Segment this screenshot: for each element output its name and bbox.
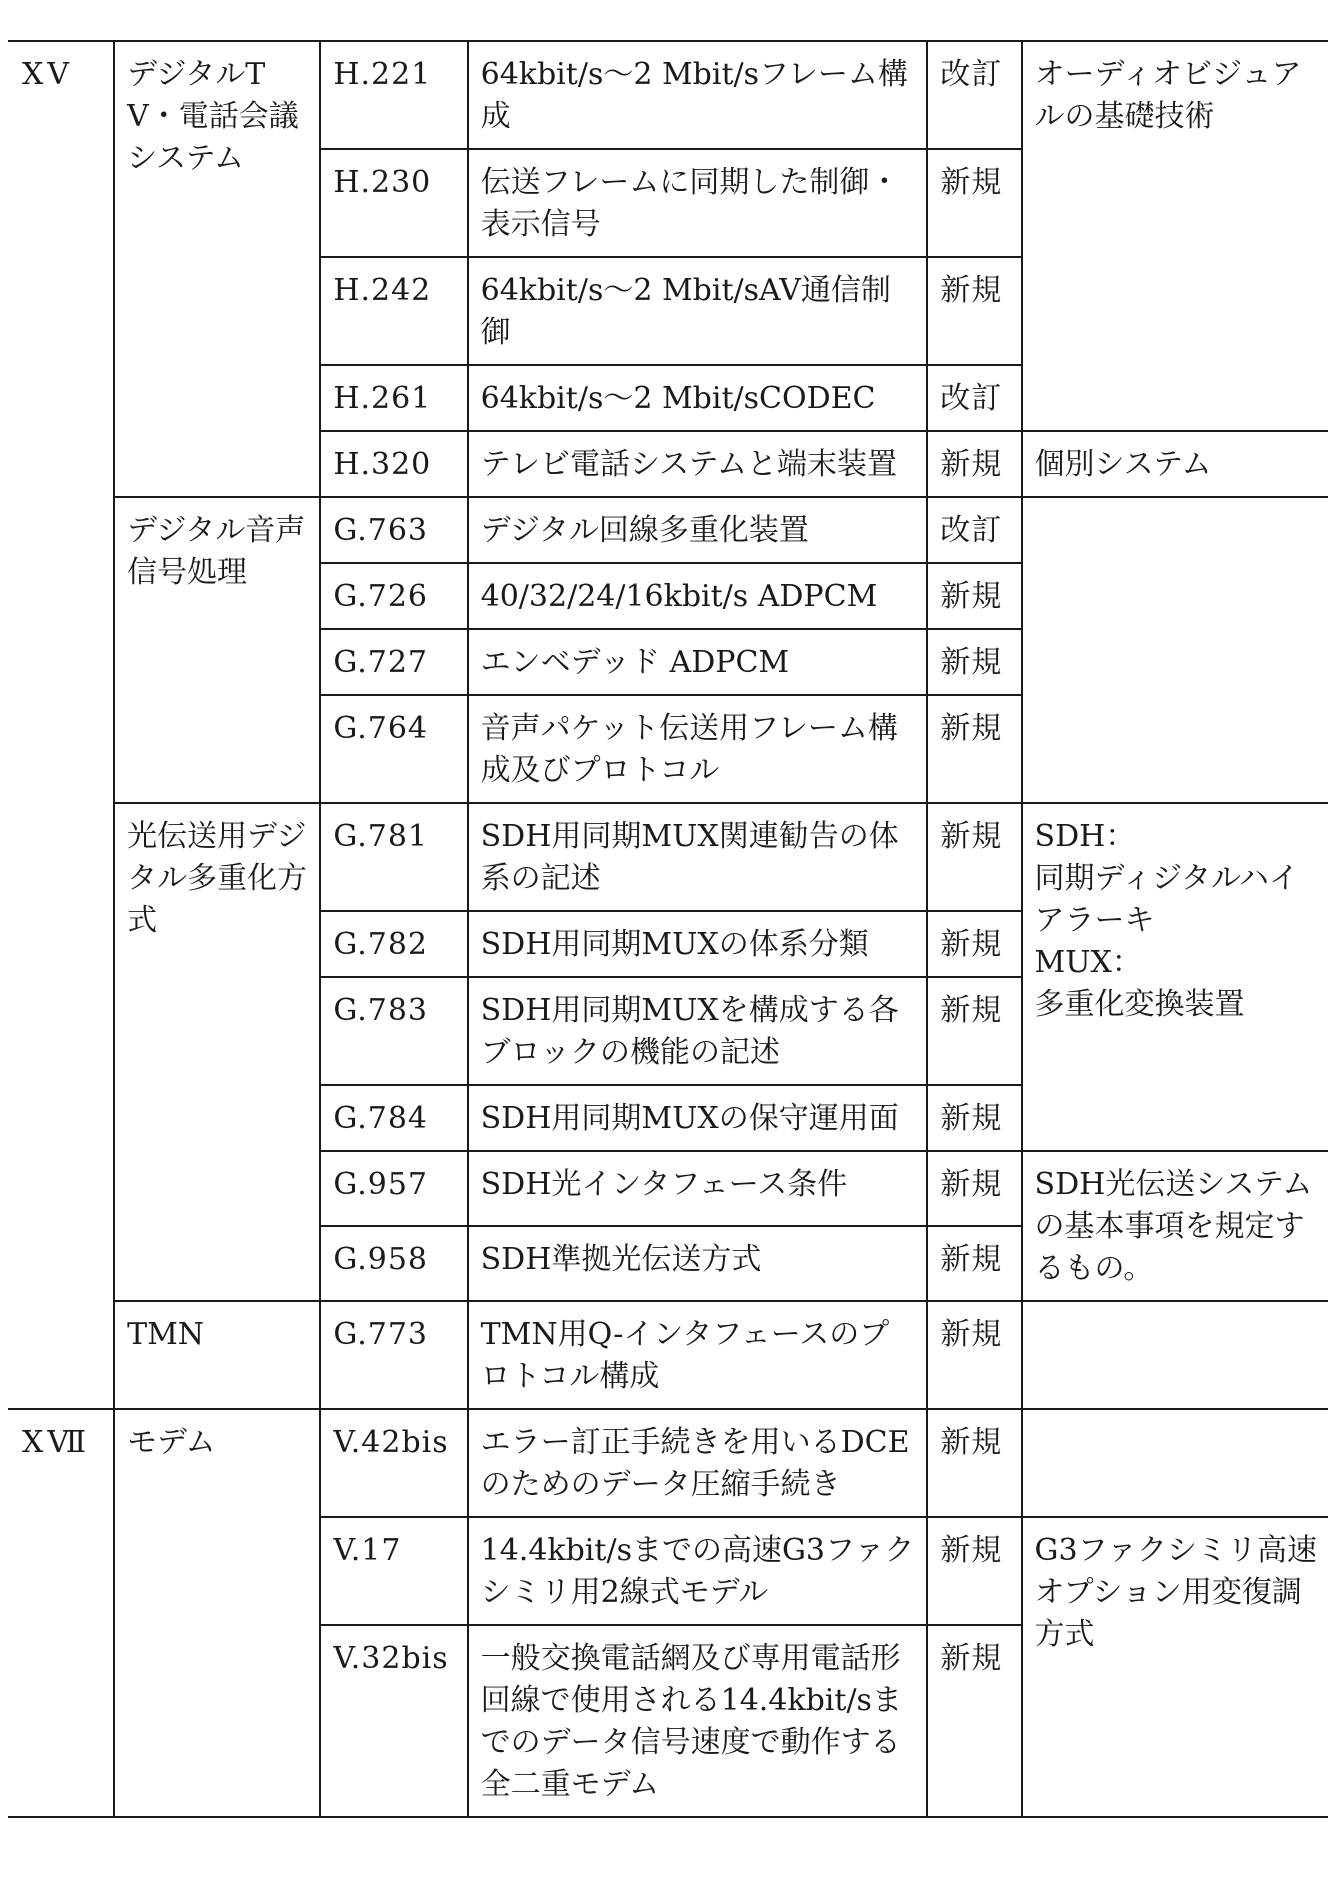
recommendation-code: H.230	[333, 165, 432, 200]
remark-cell	[1022, 497, 1328, 803]
remark-text: SDH光伝送システムの基本事項を規定するもの。	[1034, 1167, 1313, 1286]
code-cell	[320, 911, 467, 977]
status-label: 新規	[940, 993, 1003, 1028]
status-cell	[927, 149, 1021, 257]
status-cell	[927, 257, 1021, 365]
chapter-cell	[8, 41, 114, 1409]
status-label: 新規	[940, 165, 1003, 200]
table-row	[8, 41, 1328, 149]
category-label: デジタルTV・電話会議システム	[127, 57, 299, 176]
status-cell	[927, 563, 1021, 629]
code-cell	[320, 41, 467, 149]
status-label: 新規	[940, 1242, 1003, 1277]
code-cell	[320, 1409, 467, 1517]
status-label: 新規	[940, 447, 1003, 482]
title-cell	[468, 1409, 928, 1517]
status-label: 新規	[940, 1101, 1003, 1136]
code-cell	[320, 257, 467, 365]
recommendation-code: G.957	[333, 1167, 429, 1202]
category-cell	[114, 41, 320, 497]
status-label: 新規	[940, 819, 1003, 854]
title-cell	[468, 629, 928, 695]
code-cell	[320, 1151, 467, 1226]
recommendation-title: 音声パケット伝送用フレーム構成及びプロトコル	[480, 711, 898, 788]
recommendation-title: SDH用同期MUXを構成する各ブロックの機能の記述	[480, 993, 899, 1070]
recommendation-code: V.32bis	[333, 1641, 449, 1676]
remark-cell	[1022, 1409, 1328, 1517]
code-cell	[320, 803, 467, 911]
table-row	[8, 1301, 1328, 1409]
recommendation-title: デジタル回線多重化装置	[480, 513, 809, 548]
recommendation-code: G.958	[333, 1242, 429, 1277]
title-cell	[468, 1301, 928, 1409]
chapter-label: XⅦ	[22, 1425, 91, 1460]
status-cell	[927, 497, 1021, 563]
status-cell	[927, 911, 1021, 977]
recommendation-title: テレビ電話システムと端末装置	[480, 447, 898, 482]
category-label: 光伝送用デジタル多重化方式	[127, 819, 308, 938]
recommendation-code: G.784	[333, 1101, 429, 1136]
recommendation-code: H.320	[333, 447, 432, 482]
title-cell	[468, 695, 928, 803]
recommendation-code: G.763	[333, 513, 429, 548]
code-cell	[320, 497, 467, 563]
status-label: 新規	[940, 273, 1003, 308]
code-cell	[320, 563, 467, 629]
status-cell	[927, 1517, 1021, 1625]
recommendation-title: 64kbit/s～2 Mbit/sフレーム構成	[480, 57, 908, 134]
recommendation-table	[8, 40, 1328, 1818]
recommendation-code: G.783	[333, 993, 429, 1028]
recommendation-title: エラー訂正手続きを用いるDCEのためのデータ圧縮手続き	[480, 1425, 910, 1502]
code-cell	[320, 1085, 467, 1151]
category-label: モデム	[127, 1425, 216, 1460]
status-cell	[927, 1085, 1021, 1151]
category-cell	[114, 497, 320, 803]
recommendation-code: H.221	[333, 57, 432, 92]
status-cell	[927, 1151, 1021, 1226]
code-cell	[320, 365, 467, 431]
recommendation-code: G.782	[333, 927, 429, 962]
remark-cell	[1022, 41, 1328, 431]
remark-cell	[1022, 803, 1328, 1151]
remark-text: SDH： 同期ディジタルハイアラーキ MUX： 多重化変換装置	[1034, 819, 1299, 1022]
status-label: 新規	[940, 927, 1003, 962]
chapter-label: XⅤ	[22, 57, 74, 92]
title-cell	[468, 1625, 928, 1817]
code-cell	[320, 977, 467, 1085]
recommendation-code: V.42bis	[333, 1425, 449, 1460]
status-cell	[927, 365, 1021, 431]
recommendation-title: SDH光インタフェース条件	[480, 1167, 848, 1202]
table-row	[8, 803, 1328, 911]
title-cell	[468, 431, 928, 497]
recommendation-code: G.781	[333, 819, 429, 854]
title-cell	[468, 803, 928, 911]
recommendation-title: 一般交換電話網及び専用電話形回線で使用される14.4kbit/sまでのデータ信号速度で動作する全二重モデム	[480, 1641, 902, 1802]
code-cell	[320, 431, 467, 497]
title-cell	[468, 563, 928, 629]
status-label: 新規	[940, 1641, 1003, 1676]
status-label: 改訂	[940, 513, 1003, 548]
recommendation-code: H.242	[333, 273, 432, 308]
status-label: 新規	[940, 1533, 1003, 1568]
status-cell	[927, 1625, 1021, 1817]
code-cell	[320, 149, 467, 257]
status-label: 新規	[940, 1167, 1003, 1202]
code-cell	[320, 1226, 467, 1301]
status-label: 改訂	[940, 381, 1003, 416]
category-label: TMN	[127, 1317, 205, 1352]
recommendation-title: 40/32/24/16kbit/s ADPCM	[480, 579, 878, 614]
remark-text: オーディオビジュアルの基礎技術	[1034, 57, 1302, 134]
code-cell	[320, 1301, 467, 1409]
recommendation-title: SDH用同期MUXの保守運用面	[480, 1101, 899, 1136]
remark-cell	[1022, 431, 1328, 497]
recommendation-title: TMN用Q-インタフェースのプロトコル構成	[480, 1317, 890, 1394]
status-cell	[927, 629, 1021, 695]
category-cell	[114, 803, 320, 1301]
recommendation-code: G.727	[333, 645, 429, 680]
code-cell	[320, 1625, 467, 1817]
status-cell	[927, 803, 1021, 911]
category-cell	[114, 1301, 320, 1409]
remark-text: 個別システム	[1034, 447, 1212, 482]
status-cell	[927, 977, 1021, 1085]
recommendation-code: V.17	[333, 1533, 402, 1568]
category-cell	[114, 1409, 320, 1817]
title-cell	[468, 497, 928, 563]
remark-cell	[1022, 1517, 1328, 1817]
table-row	[8, 497, 1328, 563]
status-cell	[927, 1409, 1021, 1517]
recommendation-title: SDH用同期MUXの体系分類	[480, 927, 869, 962]
status-cell	[927, 695, 1021, 803]
code-cell	[320, 1517, 467, 1625]
code-cell	[320, 695, 467, 803]
status-label: 改訂	[940, 57, 1003, 92]
title-cell	[468, 911, 928, 977]
title-cell	[468, 1085, 928, 1151]
title-cell	[468, 1517, 928, 1625]
status-cell	[927, 1301, 1021, 1409]
recommendation-title: 64kbit/s～2 Mbit/sAV通信制御	[480, 273, 891, 350]
status-cell	[927, 1226, 1021, 1301]
recommendation-title: SDH用同期MUX関連勧告の体系の記述	[480, 819, 899, 896]
remark-cell	[1022, 1301, 1328, 1409]
recommendation-title: 伝送フレームに同期した制御・表示信号	[480, 165, 900, 242]
title-cell	[468, 149, 928, 257]
recommendation-title: 14.4kbit/sまでの高速G3ファクシミリ用2線式モデル	[480, 1533, 915, 1610]
status-cell	[927, 431, 1021, 497]
recommendation-code: G.773	[333, 1317, 429, 1352]
status-label: 新規	[940, 1317, 1003, 1352]
title-cell	[468, 1226, 928, 1301]
recommendation-code: H.261	[333, 381, 432, 416]
recommendation-title: エンベデッド ADPCM	[480, 645, 790, 680]
status-label: 新規	[940, 1425, 1003, 1460]
status-label: 新規	[940, 711, 1003, 746]
title-cell	[468, 977, 928, 1085]
status-cell	[927, 41, 1021, 149]
title-cell	[468, 1151, 928, 1226]
chapter-cell	[8, 1409, 114, 1817]
recommendation-code: G.764	[333, 711, 429, 746]
remark-text: G3ファクシミリ高速オプション用変復調方式	[1034, 1533, 1317, 1652]
code-cell	[320, 629, 467, 695]
recommendation-title: SDH準拠光伝送方式	[480, 1242, 762, 1277]
table-row	[8, 1409, 1328, 1517]
title-cell	[468, 257, 928, 365]
status-label: 新規	[940, 645, 1003, 680]
status-label: 新規	[940, 579, 1003, 614]
recommendation-title: 64kbit/s～2 Mbit/sCODEC	[480, 381, 876, 416]
recommendation-code: G.726	[333, 579, 429, 614]
remark-cell	[1022, 1151, 1328, 1301]
title-cell	[468, 365, 928, 431]
category-label: デジタル音声信号処理	[127, 513, 306, 590]
title-cell	[468, 41, 928, 149]
